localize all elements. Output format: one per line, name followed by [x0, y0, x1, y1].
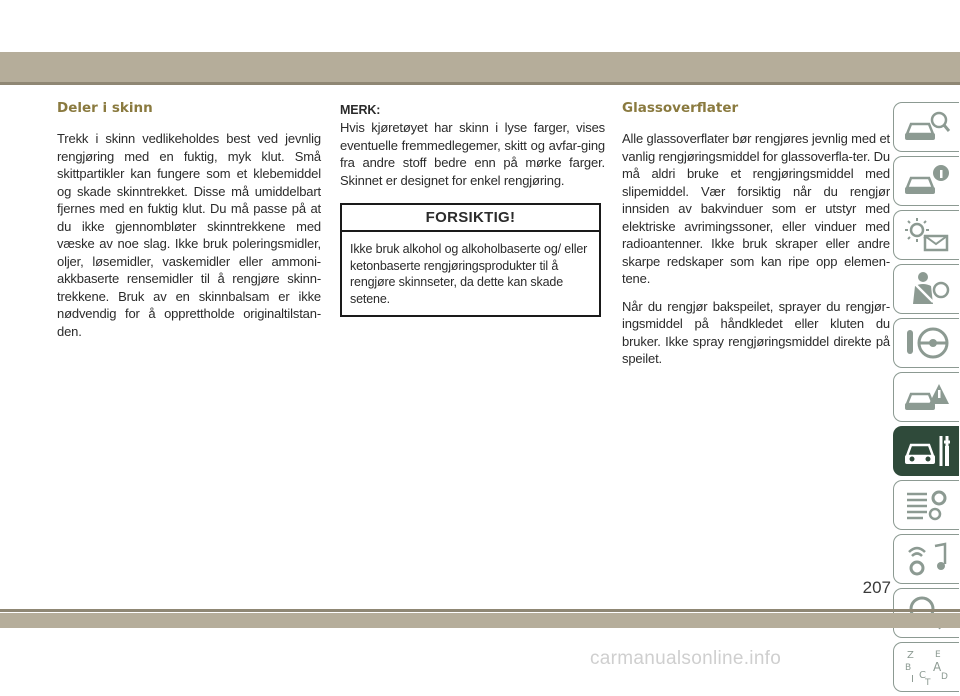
column-left: [57, 100, 321, 350]
index-letters-icon: [903, 648, 951, 686]
tab-vehicle-info[interactable]: [893, 102, 959, 152]
car-info-icon: [903, 162, 951, 200]
chapter-tabs: [893, 102, 960, 696]
leather-paragraph: Trekk i skinn vedlikeholdes best ved jevnlig rengjøring med en fuktig, myk klut. Små skittpartikler kan fungere som et klebemiddel og skade skinntrekket. Disse må umiddelbart fjernes med en fuktig klut. Du må passe på at du ikke gjennombløter skinntrekkene med væske av noe slag. Ikke bruk poleringsmidler, oljer, løsemidler, vaskemidler eller ammoni-akkbaserte rensemidler til å rengjøre skinn-trekkene. Bruk av en skinnbalsam er ikke nødvendig for å opprettholde originaltilstan-den.: [57, 131, 321, 339]
section-title-leather: Deler i skinn: [57, 100, 153, 116]
section-title-glass: Glassoverflater: [622, 100, 739, 116]
note-label: MERK:: [340, 103, 381, 117]
column-right: [622, 100, 890, 378]
seatbelt-icon: [903, 270, 951, 308]
music-signal-icon: [903, 540, 951, 578]
tab-specifications[interactable]: [893, 480, 959, 530]
tab-multimedia[interactable]: [893, 534, 959, 584]
car-wrench-icon: [903, 432, 951, 470]
index-letter-a: A: [932, 660, 941, 674]
header-band: [0, 52, 960, 82]
tab-startup[interactable]: [893, 210, 959, 260]
glass-paragraph-1: Alle glassoverflater bør rengjøres jevnlig med et vanlig rengjøringsmiddel for glassoverfla-ter. Du må aldri bruke et rengjøringsmiddel med slipemiddel. Vær forsiktig når du rengjør innsiden av bakvinduer som er utstyr med elektriske avrimingssoner, eller vinduer med radioantenner. Ikke bruk skraper eller andre skarpe redskaper som kan ripe opp elemen-tene.: [622, 131, 890, 286]
tab-emergency[interactable]: [893, 372, 959, 422]
caution-box: [340, 203, 601, 317]
tab-maintenance[interactable]: [893, 426, 959, 476]
car-warning-icon: [903, 378, 951, 416]
footer-rule: [0, 609, 960, 612]
index-letter-b: B: [904, 663, 911, 673]
index-letter-t: T: [924, 678, 930, 686]
caution-body: [342, 232, 599, 315]
column-middle: [340, 102, 605, 317]
glass-paragraph-2: Når du rengjør bakspeilet, sprayer du rengjør-ingsmiddel på håndkledet eller kluten du bruker. Ikke spray rengjøringsmiddel direkte på speilet.: [622, 298, 890, 366]
index-letter-d: D: [940, 672, 948, 682]
tab-dashboard[interactable]: [893, 156, 959, 206]
footer-band: [0, 613, 960, 628]
index-letter-i: I: [910, 674, 914, 685]
tab-safety[interactable]: [893, 264, 959, 314]
steering-wheel-icon: [903, 324, 951, 362]
sun-mail-icon: [903, 216, 951, 254]
header-rule: [0, 82, 960, 85]
index-letter-e: E: [934, 650, 941, 660]
watermark: carmanualsonline.info: [590, 648, 782, 669]
caution-text: Ikke bruk alkohol og alkoholbaserte og/ eller ketonbaserte rengjøringsprodukter til å rengjøre skinnseter, da dette kan skade setene.: [350, 242, 588, 306]
caution-title: FORSIKTIG!: [342, 205, 599, 232]
car-search-icon: [903, 108, 951, 146]
list-gear-icon: [903, 486, 951, 524]
note-paragraph: Hvis kjøretøyet har skinn i lyse farger, vises eventuelle fremmedlegemer, skitt og avfar-ging fra andre stoff bedre enn på mørke farger. Skinnet er designet for enkel rengjøring.: [340, 120, 605, 188]
tab-index[interactable]: [893, 642, 959, 692]
page-number: 207: [862, 578, 891, 597]
tab-driving[interactable]: [893, 318, 959, 368]
index-letter-c: C: [918, 670, 926, 681]
index-letter-z: Z: [906, 650, 914, 661]
